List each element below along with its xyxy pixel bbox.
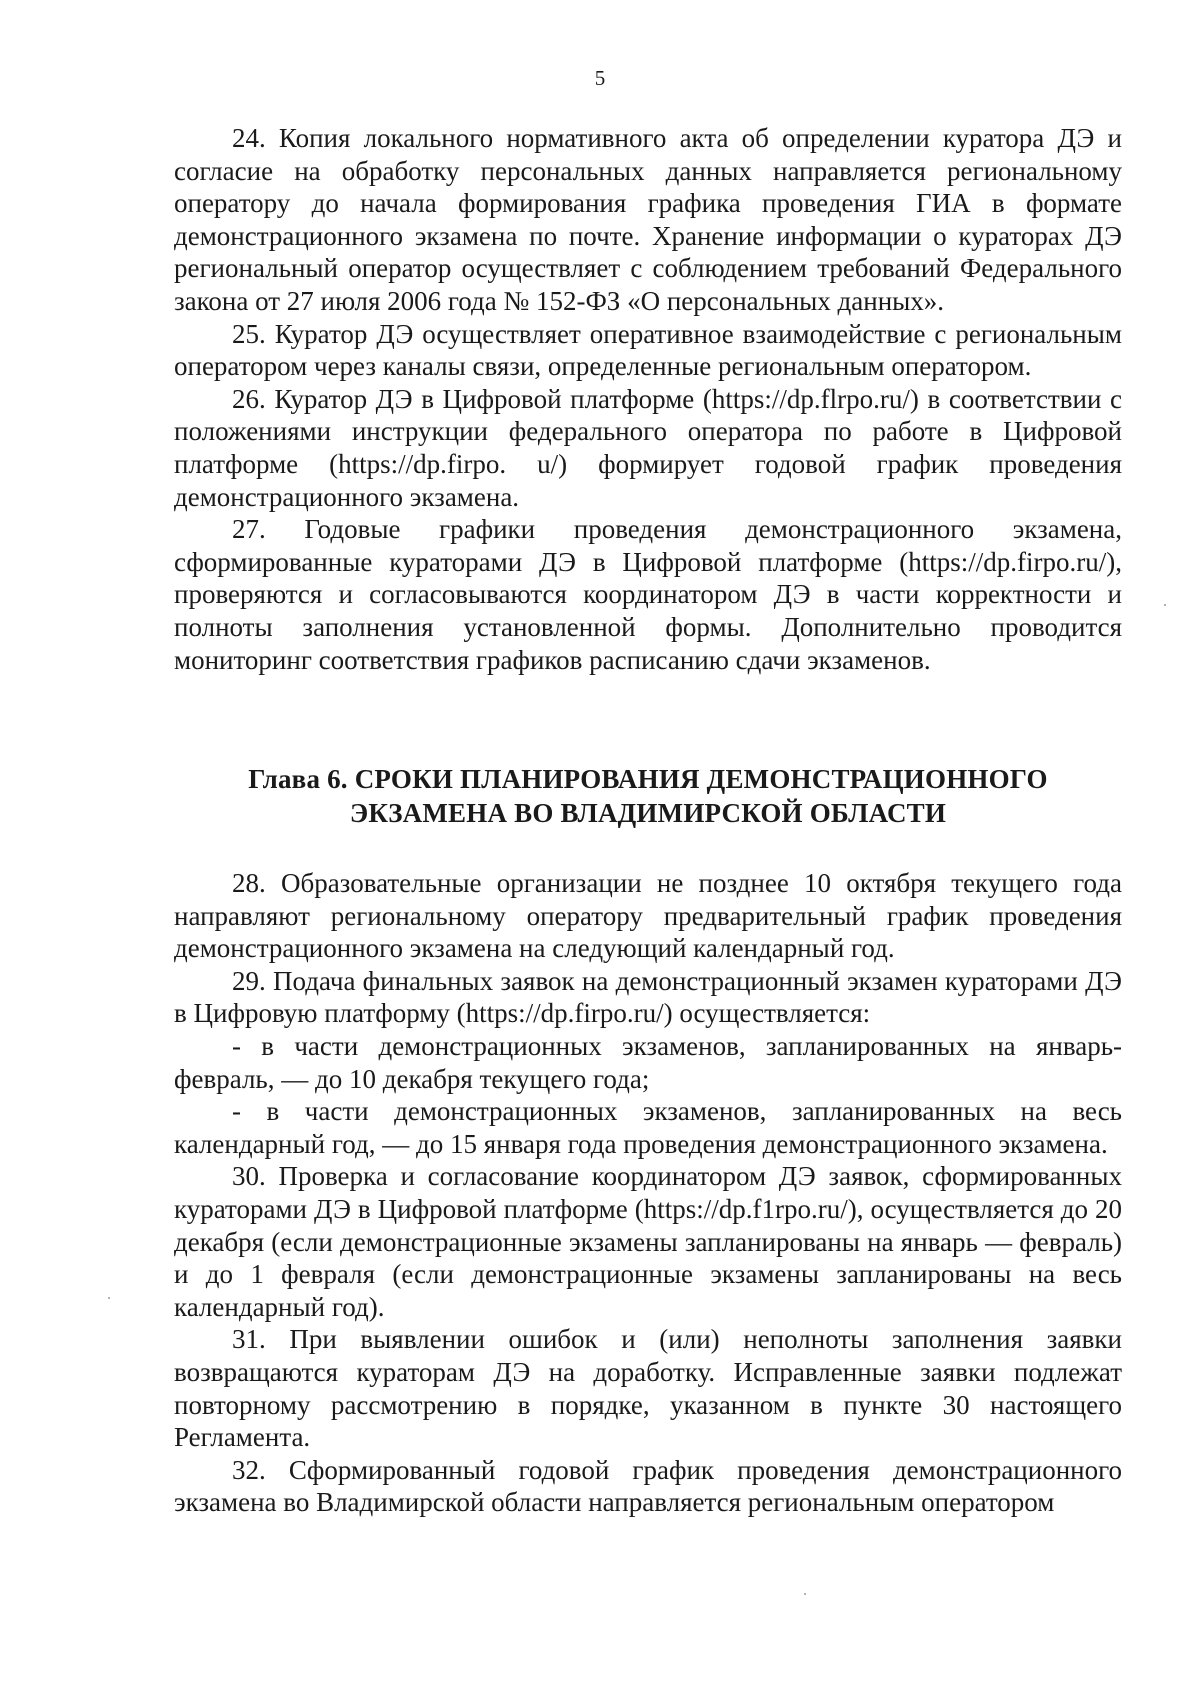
paragraph-29: 29. Подача финальных заявок на демонстрационный экзамен кураторами ДЭ в Цифровую платформу (https://dp.firpo.ru/) осуществляется: [174, 965, 1122, 1029]
chapter-heading [174, 762, 1122, 830]
scan-speck [108, 1297, 110, 1299]
paragraph-32: 32. Сформированный годовой график проведения демонстрационного экзамена во Владимирской области направляется региональным оператором [174, 1454, 1122, 1518]
list-item-january-february: - в части демонстрационных экзаменов, запланированных на январь-февраль, — до 10 декабря текущего года; [174, 1030, 1122, 1094]
section-body-bottom [174, 867, 1122, 1519]
paragraph-26: 26. Куратор ДЭ в Цифровой платформе (https://dp.flrpo.ru/) в соответствии с положениями инструкции федерального оператора по работе в Цифровой платформе (https://dp.firpo. u/) формирует годовой график проведения демонстрационного экзамена. [174, 383, 1122, 512]
page-number: 5 [594, 66, 606, 90]
section-body-top [174, 122, 1122, 676]
paragraph-30: 30. Проверка и согласование координатором ДЭ заявок, сформированных кураторами ДЭ в Цифровой платформе (https://dp.f1rpo.ru/), осуществляется до 20 декабря (если демонстрационные экзамены запланированы на январь — февраль) и до 1 февраля (если демонстрационные экзамены запланированы на весь календарный год). [174, 1161, 1122, 1322]
paragraph-31: 31. При выявлении ошибок и (или) неполноты заполнения заявки возвращаются кураторам ДЭ на доработку. Исправленные заявки подлежат повторному рассмотрению в порядке, указанном в пункте 30 настоящего Регламента. [174, 1324, 1122, 1453]
chapter-heading-line-1: Глава 6. СРОКИ ПЛАНИРОВАНИЯ ДЕМОНСТРАЦИОННОГО [248, 764, 1048, 794]
scan-speck [804, 1593, 806, 1595]
paragraph-27: 27. Годовые графики проведения демонстрационного экзамена, сформированные кураторами ДЭ в Цифровой платформе (https://dp.firpo.ru/), проверяются и согласовываются координатором ДЭ в части корректности и полноты заполнения установленной формы. Дополнительно проводится мониторинг соответствия графиков расписанию сдачи экзаменов. [174, 514, 1122, 675]
scan-speck [1164, 604, 1166, 606]
chapter-heading-line-2: ЭКЗАМЕНА ВО ВЛАДИМИРСКОЙ ОБЛАСТИ [349, 798, 947, 828]
list-item-whole-year: - в части демонстрационных экзаменов, запланированных на весь календарный год, — до 15 января года проведения демонстрационного экзамена. [174, 1096, 1122, 1159]
paragraph-28: 28. Образовательные организации не позднее 10 октября текущего года направляют региональному оператору предварительный график проведения демонстрационного экзамена на следующий календарный год. [174, 868, 1122, 964]
paragraph-25: 25. Куратор ДЭ осуществляет оперативное взаимодействие с региональным оператором через каналы связи, определенные региональным оператором. [174, 318, 1122, 382]
paragraph-24: 24. Копия локального нормативного акта об определении куратора ДЭ и согласие на обработку персональных данных направляется региональному оператору до начала формирования графика проведения ГИА в формате демонстрационного экзамена по почте. Хранение информации о кураторах ДЭ региональный оператор осуществляет с соблюдением требований Федерального закона от 27 июля 2006 года № 152-ФЗ «О персональных данных». [174, 123, 1122, 316]
